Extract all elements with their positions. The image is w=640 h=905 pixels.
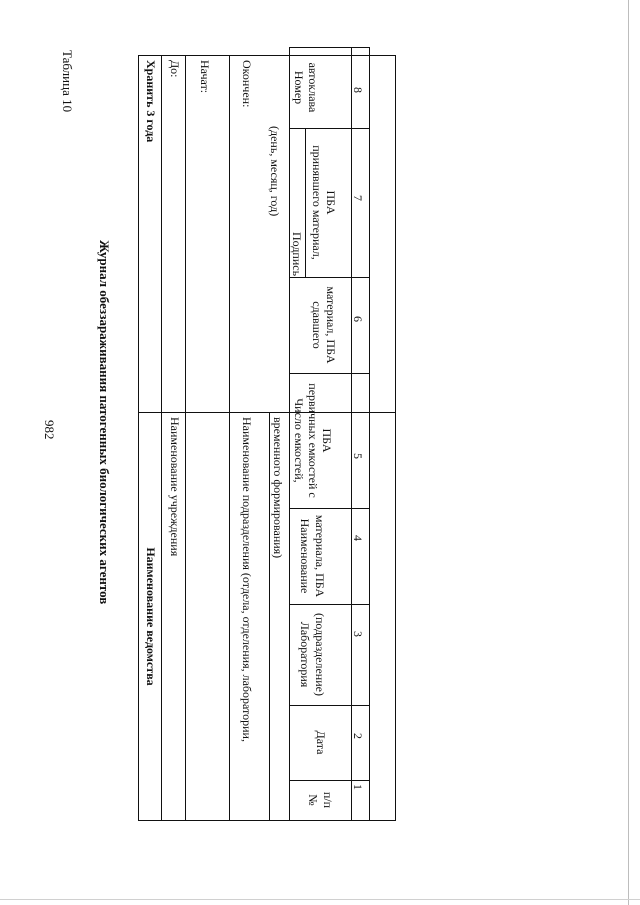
col-header-submitter-line2: материал, ПБА [324,286,338,364]
col-header-autoclave-line2: автоклава [306,62,320,113]
subdivision-line1: Наименование подразделения (отдела, отделения, лаборатории, [240,417,254,742]
col-number-7: 7 [351,195,365,201]
col-number-2: 2 [351,733,365,739]
col-header-num-line2: п/п [321,791,335,809]
col-number-4: 4 [351,535,365,541]
col-header-material-line2: материала, ПБА [313,514,327,598]
date-hint: (день, месяц, год) [268,126,282,217]
finished-label: Окончен: [240,60,254,108]
col-header-containers-line2: первичных емкостей с [306,383,320,498]
col-header-lab-line1: Лаборатория [298,621,312,688]
col-header-receiver-line1: принявшего материал, [310,145,324,260]
col-header-autoclave-line1: Номер [292,70,306,105]
col-header-material-line1: Наименование [298,518,312,594]
col-number-6: 6 [351,316,365,322]
col-number-3: 3 [351,631,365,637]
until-label: До: [168,60,182,78]
col-header-lab-line2: (подразделение) [313,613,327,696]
storage-label: Хранить 3 года [144,60,158,143]
col-header-date: Дата [314,730,328,755]
col-header-containers-line3: ПБА [320,428,334,453]
signature-group-label: Подпись [290,232,304,277]
agency-label: Наименование ведомства [144,547,158,686]
started-label: Начат: [198,60,212,94]
document-title: Журнал обеззараживания патогенных биологических агентов [97,240,112,605]
table-number: Таблица 10 [60,50,75,113]
col-number-8: 8 [351,87,365,93]
col-number-5: 5 [351,453,365,459]
subdivision-line2: временного формирования) [271,417,285,559]
institution-label: Наименование учреждения [168,417,182,557]
col-header-num-line1: № [306,794,320,806]
col-header-containers-line1: Число емкостей, [292,398,306,483]
page-number: 982 [42,420,57,440]
col-number-1: 1 [351,784,365,790]
col-header-submitter-line1: сдавшего [310,301,324,349]
col-header-receiver-line2: ПБА [324,190,338,215]
